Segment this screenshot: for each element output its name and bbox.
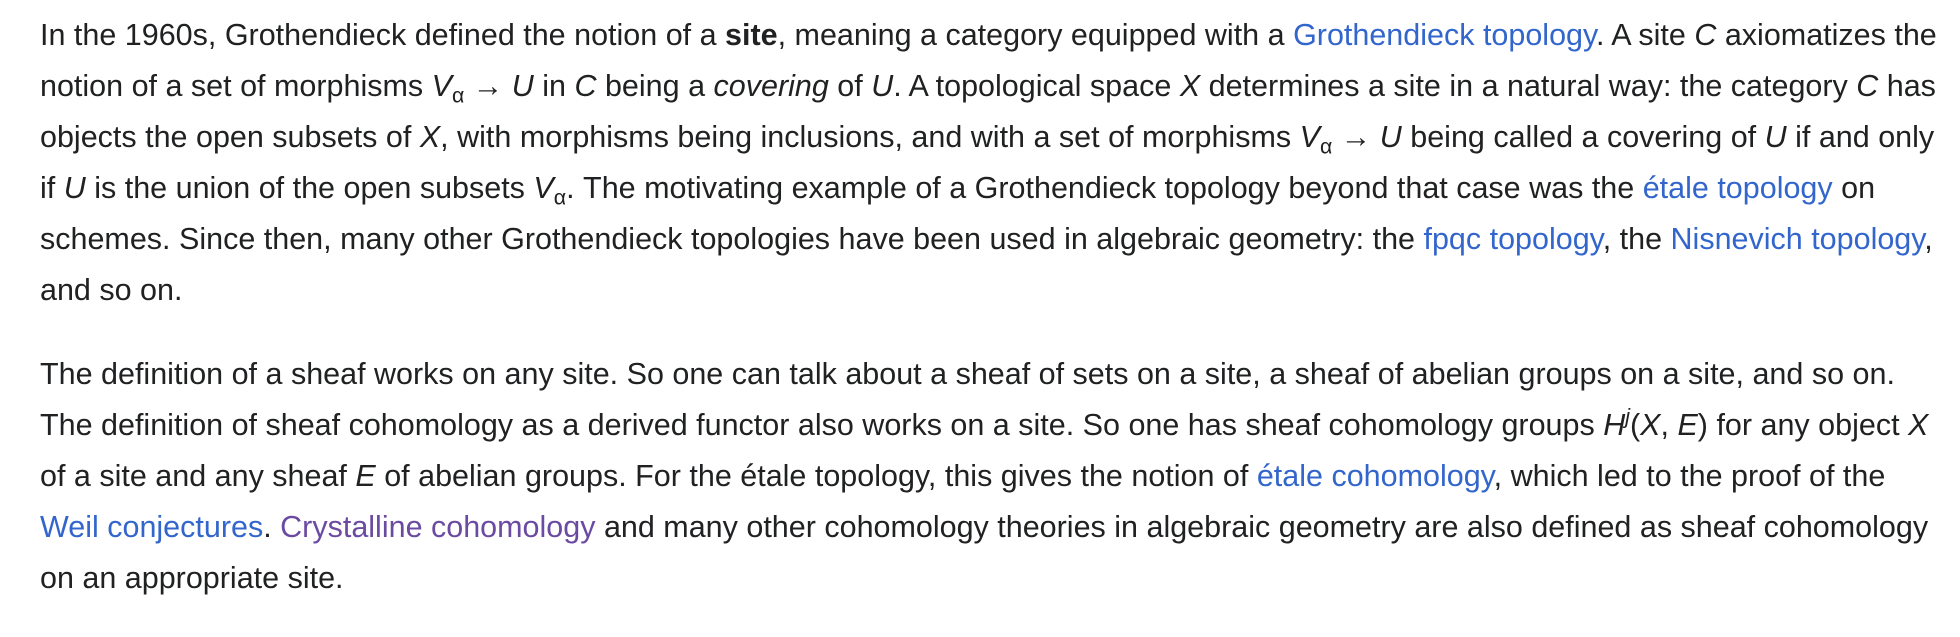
math-var-e: E xyxy=(1677,408,1698,442)
math-var-v: V xyxy=(1299,120,1320,154)
text: . A site xyxy=(1596,18,1695,52)
link-grothendieck-topology[interactable]: Grothendieck topology xyxy=(1293,18,1596,52)
text: , meaning a category equipped with a xyxy=(777,18,1294,52)
math-var-c: C xyxy=(1694,18,1717,52)
term-covering: covering xyxy=(713,69,829,103)
text: in xyxy=(533,69,575,103)
text: has objects the open subsets of xyxy=(40,69,1936,154)
link-etale-topology[interactable]: étale topology xyxy=(1642,171,1833,205)
math-paren: ) xyxy=(1697,408,1708,442)
math-comma: , xyxy=(1660,408,1678,442)
term-site: site xyxy=(725,18,778,52)
text: of xyxy=(828,69,872,103)
link-nisnevich-topology[interactable]: Nisnevich topology xyxy=(1670,222,1925,256)
math-arrow: → xyxy=(1332,120,1380,154)
text: of a site and any sheaf xyxy=(40,459,356,493)
article-content xyxy=(40,10,1940,637)
text: of abelian groups. For the étale topology, this gives the notion of xyxy=(375,459,1257,493)
link-crystalline-cohomology[interactable]: Crystalline cohomology xyxy=(280,510,596,544)
math-arrow: → xyxy=(464,69,512,103)
math-var-u: U xyxy=(1379,120,1402,154)
math-var-v: V xyxy=(533,171,554,205)
text: for any object xyxy=(1707,408,1909,442)
math-var-x: X xyxy=(1179,69,1201,103)
math-var-e: E xyxy=(355,459,376,493)
math-var-x: X xyxy=(1640,408,1661,442)
text: being called a covering of xyxy=(1401,120,1765,154)
math-paren: ( xyxy=(1629,408,1641,442)
link-weil-conjectures[interactable]: Weil conjectures xyxy=(40,510,264,544)
math-var-v: V xyxy=(431,69,452,103)
text: In the 1960s, Grothendieck defined the notion of a xyxy=(40,18,726,52)
link-etale-cohomology[interactable]: étale cohomology xyxy=(1256,459,1494,493)
math-var-h: H xyxy=(1603,408,1626,442)
text: The definition of a sheaf works on any site. So one can talk about a sheaf of sets on a site, a sheaf of abelian groups on a site, and so on. The definition of sheaf cohomology as a derived functor also works on a site. So one has sheaf cohomology groups xyxy=(40,357,1895,442)
math-var-u: U xyxy=(63,171,86,205)
paragraph-sheaf-cohomology xyxy=(40,349,1940,604)
math-subscript-alpha: α xyxy=(451,83,465,108)
math-var-x: X xyxy=(1908,408,1929,442)
text: . xyxy=(263,510,281,544)
text: and many other cohomology theories in algebraic geometry are also defined as sheaf cohomology on an appropriate site. xyxy=(40,510,1929,595)
math-var-j: j xyxy=(1625,404,1630,429)
paragraph-sites xyxy=(40,10,1940,316)
text: , which led to the proof of the xyxy=(1493,459,1886,493)
math-var-u: U xyxy=(871,69,894,103)
text: on schemes. Since then, many other Grothendieck topologies have been used in algebraic geometry: the xyxy=(40,171,1876,256)
math-var-c: C xyxy=(1856,69,1879,103)
text: , and so on. xyxy=(40,222,1933,307)
text: if and only if xyxy=(40,120,1935,205)
link-fpqc-topology[interactable]: fpqc topology xyxy=(1423,222,1603,256)
text: determines a site in a natural way: the category xyxy=(1200,69,1857,103)
text: . A topological space xyxy=(893,69,1180,103)
text: , with morphisms being inclusions, and with a set of morphisms xyxy=(440,120,1300,154)
math-subscript-alpha: α xyxy=(1319,134,1333,159)
math-subscript-alpha: α xyxy=(553,185,567,210)
text: being a xyxy=(596,69,714,103)
math-var-c: C xyxy=(574,69,597,103)
math-var-x: X xyxy=(419,120,441,154)
text: . The motivating example of a Grothendieck topology beyond that case was the xyxy=(566,171,1643,205)
text: axiomatizes the notion of a set of morphisms xyxy=(40,18,1937,103)
math-var-u: U xyxy=(511,69,534,103)
text: is the union of the open subsets xyxy=(85,171,534,205)
math-var-u: U xyxy=(1764,120,1787,154)
text: , the xyxy=(1602,222,1671,256)
